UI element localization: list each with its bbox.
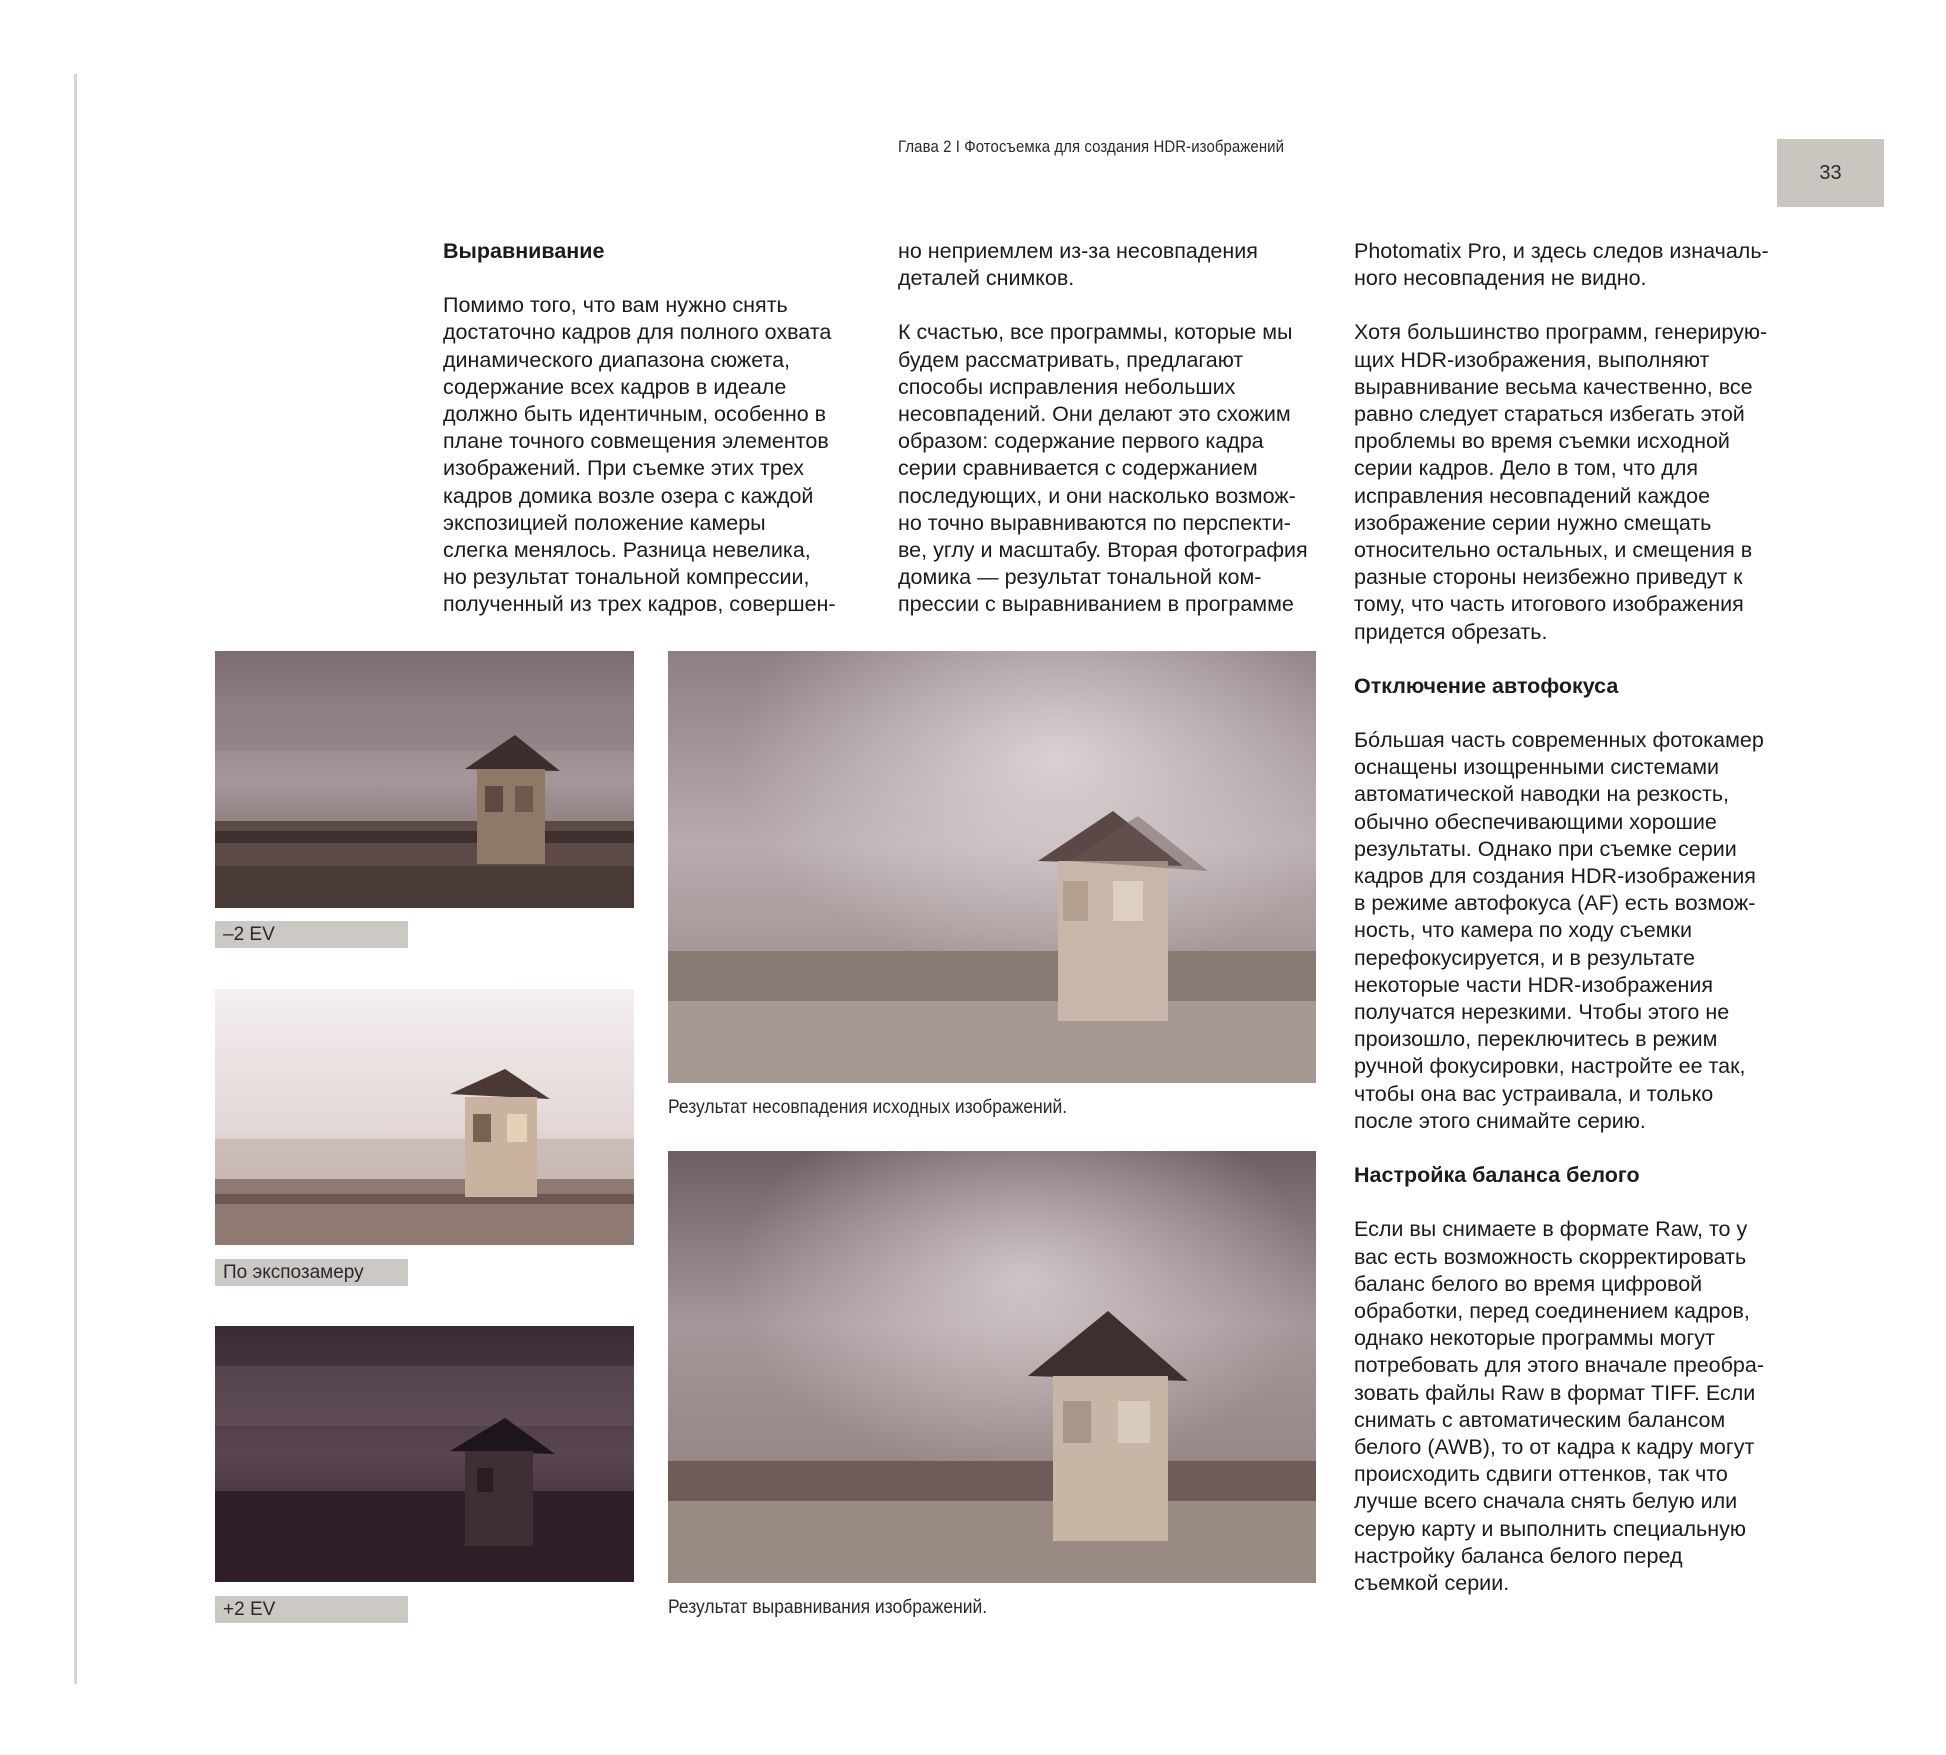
text-column-3	[1354, 238, 1824, 1624]
text-line: баланс белого во время цифровой	[1354, 1271, 1703, 1296]
text-line: экспозицией положение камеры	[443, 510, 766, 535]
photo-misaligned-result	[668, 651, 1316, 1083]
text-line: Бóльшая часть современных фотокамер	[1354, 728, 1764, 753]
text-column-2	[898, 238, 1368, 646]
figure-caption-misaligned: Результат несовпадения исходных изображений.	[668, 1097, 1068, 1118]
text-line: после этого снимайте серию.	[1354, 1108, 1646, 1133]
text-line: способы исправления небольших	[898, 374, 1236, 399]
text-line: изображений. При съемке этих трех	[443, 456, 805, 481]
text-line: получатся нерезкими. Чтобы этого не	[1354, 1000, 1730, 1025]
text-line: Photomatix Pro, и здесь следов изначаль-	[1354, 239, 1769, 263]
text-line: последующих, и они насколько возмож-	[898, 483, 1296, 508]
photo-plus-2ev	[215, 1326, 634, 1582]
text-line: домика — результат тональной ком-	[898, 565, 1262, 590]
exposure-label-plus-2ev: +2 EV	[215, 1596, 408, 1623]
paragraph	[898, 319, 1368, 618]
text-line: оснащены изощренными системами	[1354, 755, 1719, 780]
text-line: автоматической наводки на резкость,	[1354, 782, 1730, 807]
paragraph	[1354, 319, 1824, 645]
text-line: ве, углу и масштабу. Вторая фотография	[898, 538, 1308, 563]
exposure-label-minus-2ev: –2 EV	[215, 921, 408, 948]
text-line: динамического диапазона сюжета,	[443, 347, 791, 372]
text-line: происходить сдвиги оттенков, так что	[1354, 1462, 1728, 1487]
text-line: разные стороны неизбежно приведут к	[1354, 565, 1743, 590]
text-line: ность, что камера по ходу съемки	[1354, 918, 1692, 943]
text-line: но точно выравниваются по перспекти-	[898, 510, 1291, 535]
text-line: Если вы снимаете в формате Raw, то у	[1354, 1217, 1748, 1242]
text-line: содержание всех кадров в идеале	[443, 374, 787, 399]
text-line: обработки, перед соединением кадров,	[1354, 1298, 1750, 1323]
text-line: плане точного совмещения элементов	[443, 429, 829, 454]
text-line: белого (AWB), то от кадра к кадру могут	[1354, 1434, 1755, 1459]
text-line: вас есть возможность скорректировать	[1354, 1244, 1747, 1269]
text-column-1	[443, 238, 913, 646]
text-line: зовать файлы Raw в формат TIFF. Если	[1354, 1380, 1756, 1405]
text-line: придется обрезать.	[1354, 619, 1548, 644]
text-line: исправления несовпадений каждое	[1354, 483, 1711, 508]
text-line: Хотя большинство программ, генерирую-	[1354, 320, 1768, 345]
text-line: но результат тональной компрессии,	[443, 565, 810, 590]
page-number: 33	[1819, 161, 1842, 184]
paragraph	[1354, 1216, 1824, 1597]
figure-caption-aligned: Результат выравнивания изображений.	[668, 1597, 988, 1618]
text-line: проблемы во время съемки исходной	[1354, 429, 1730, 454]
text-line: настройку баланса белого перед	[1354, 1543, 1683, 1568]
text-line: произошло, переключитесь в режим	[1354, 1027, 1718, 1052]
page-number-box	[1777, 139, 1884, 207]
text-line: деталей снимков.	[898, 266, 1075, 291]
paragraph	[443, 292, 913, 618]
text-line: некоторые части HDR-изображения	[1354, 972, 1714, 997]
text-line: прессии с выравниванием в программе	[898, 592, 1294, 617]
text-line: съемкой серии.	[1354, 1570, 1510, 1595]
text-line: лучше всего сначала снять белую или	[1354, 1489, 1738, 1514]
text-line: в режиме автофокуса (AF) есть возмож-	[1354, 891, 1756, 916]
paragraph	[1354, 238, 1824, 292]
text-line: должно быть идентичным, особенно в	[443, 402, 827, 427]
text-line: чтобы она вас устраивала, и только	[1354, 1081, 1714, 1106]
text-line: кадров домика возле озера с каждой	[443, 483, 814, 508]
text-line: серии сравнивается с содержанием	[898, 456, 1258, 481]
section-heading-autofocus: Отключение автофокуса	[1354, 673, 1619, 698]
text-line: будем рассматривать, предлагают	[898, 347, 1244, 372]
photo-aligned-result	[668, 1151, 1316, 1583]
text-line: серии кадров. Дело в том, что для	[1354, 456, 1698, 481]
text-line: щих HDR-изображения, выполняют	[1354, 347, 1710, 372]
text-line: серую карту и выполнить специальную	[1354, 1516, 1746, 1541]
photo-metered	[215, 989, 634, 1245]
paragraph	[1354, 727, 1824, 1135]
running-head: Глава 2 I Фотосъемка для создания HDR-изображений	[898, 137, 1285, 156]
text-line: относительно остальных, и смещения в	[1354, 538, 1753, 563]
text-line: снимать с автоматическим балансом	[1354, 1407, 1726, 1432]
page-margin-rule	[74, 74, 77, 1684]
text-line: обычно обеспечивающими хорошие	[1354, 809, 1717, 834]
text-line: однако некоторые программы могут	[1354, 1326, 1715, 1351]
text-line: К счастью, все программы, которые мы	[898, 320, 1293, 345]
text-line: изображение серии нужно смещать	[1354, 510, 1712, 535]
text-line: равно следует стараться избегать этой	[1354, 402, 1745, 427]
paragraph	[898, 238, 1368, 292]
text-line: перефокусируется, и в результате	[1354, 945, 1695, 970]
text-line: тому, что часть итогового изображения	[1354, 592, 1744, 617]
photo-minus-2ev	[215, 651, 634, 908]
text-line: ного несовпадения не видно.	[1354, 266, 1647, 291]
section-heading-alignment: Выравнивание	[443, 239, 605, 263]
text-line: результаты. Однако при съемке серии	[1354, 836, 1737, 861]
text-line: несовпадений. Они делают это схожим	[898, 402, 1291, 427]
section-heading-white-balance: Настройка баланса белого	[1354, 1163, 1640, 1188]
text-line: потребовать для этого вначале преобра-	[1354, 1353, 1764, 1378]
text-line: образом: содержание первого кадра	[898, 429, 1264, 454]
text-line: достаточно кадров для полного охвата	[443, 320, 832, 345]
text-line: но неприемлем из-за несовпадения	[898, 239, 1258, 263]
exposure-label-metered: По экспозамеру	[215, 1259, 408, 1286]
text-line: Помимо того, что вам нужно снять	[443, 293, 788, 318]
text-line: ручной фокусировки, настройте ее так,	[1354, 1054, 1746, 1079]
text-line: слегка менялось. Разница невелика,	[443, 538, 811, 563]
text-line: выравнивание весьма качественно, все	[1354, 374, 1753, 399]
text-line: полученный из трех кадров, совершен-	[443, 592, 836, 617]
text-line: кадров для создания HDR-изображения	[1354, 864, 1756, 889]
